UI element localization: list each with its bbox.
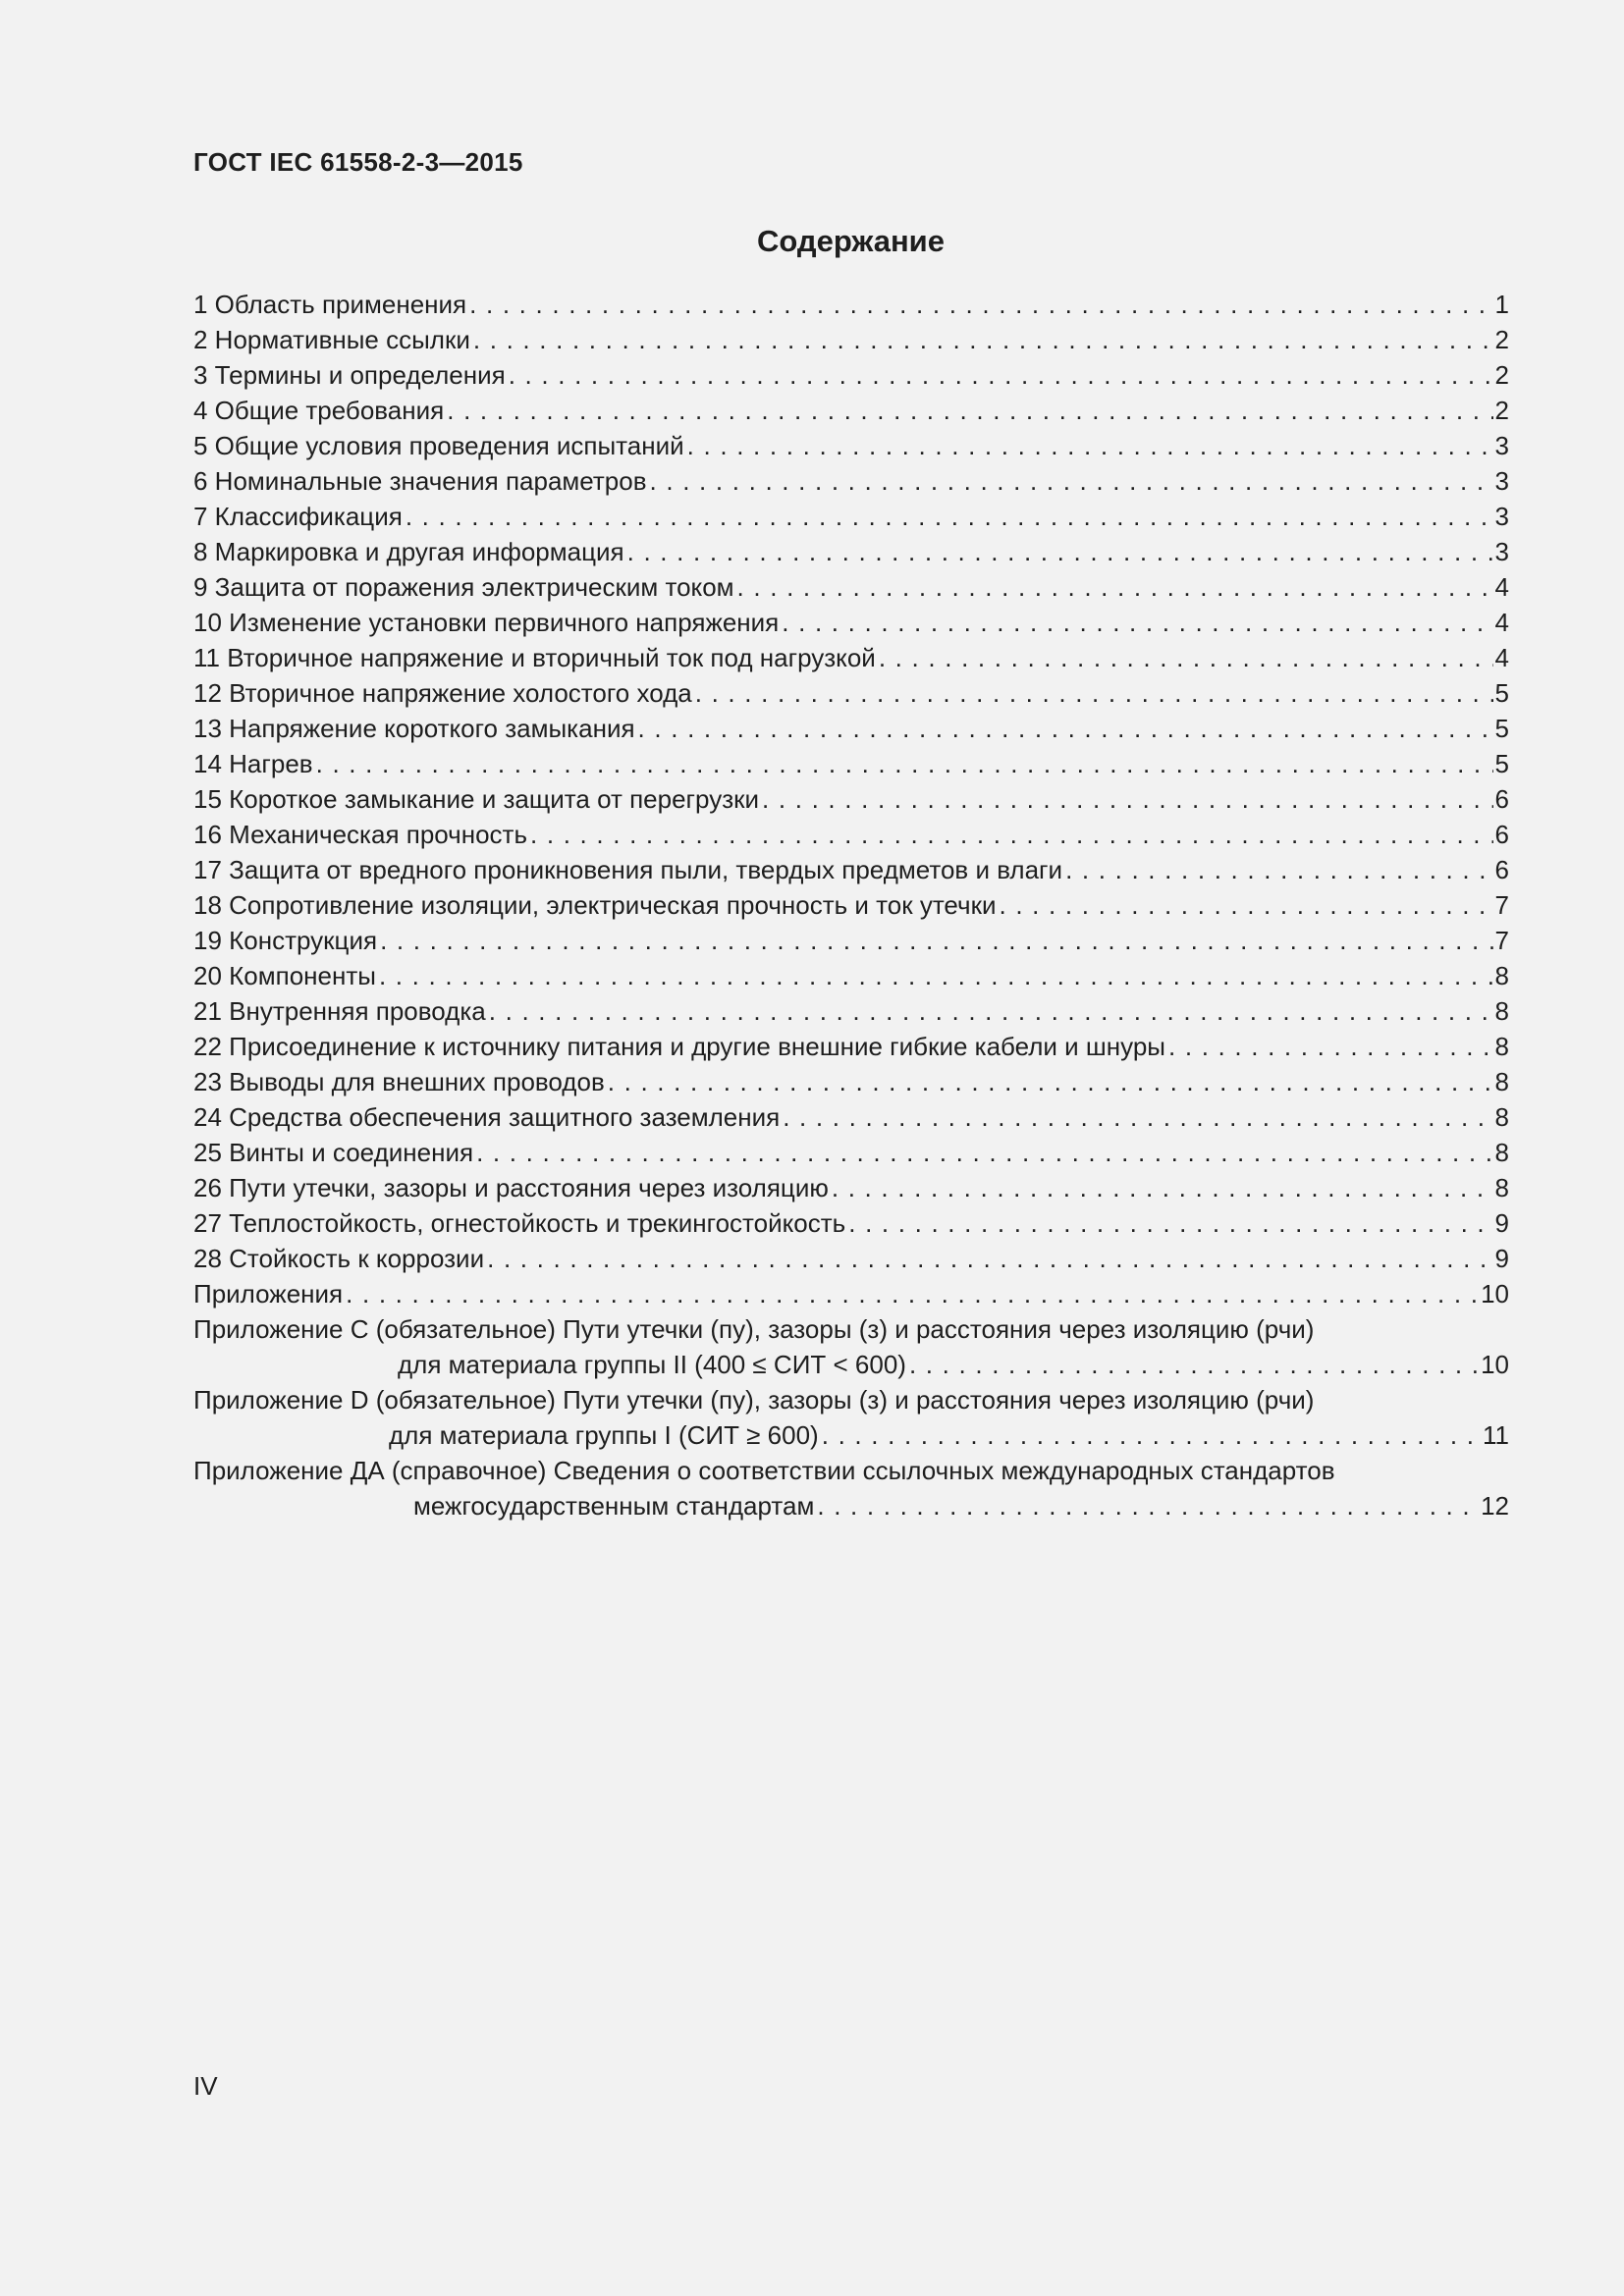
toc-row[interactable] — [193, 1276, 1509, 1311]
toc-row[interactable] — [193, 746, 1509, 781]
toc-page-number: 3 — [1494, 502, 1509, 531]
dot-leader — [379, 958, 1493, 993]
toc-page-number: 6 — [1494, 855, 1509, 884]
dot-leader — [999, 887, 1492, 923]
dot-leader — [406, 499, 1493, 534]
toc-row[interactable] — [193, 499, 1509, 534]
toc-entry-text: 19 Конструкция — [193, 926, 378, 955]
toc-row[interactable] — [193, 322, 1509, 357]
toc-entry-text: 21 Внутренняя проводка — [193, 996, 486, 1026]
dot-leader — [817, 1488, 1479, 1523]
annex-da-title[interactable]: Приложение ДА (справочное) Сведения о соответствии ссылочных международных стандартов — [193, 1456, 1335, 1485]
dot-leader — [822, 1417, 1481, 1453]
toc-entry-text: 1 Область применения — [193, 290, 467, 319]
toc-row[interactable] — [193, 1488, 1509, 1523]
toc-page-number: 5 — [1494, 678, 1509, 708]
toc-row[interactable] — [193, 287, 1509, 322]
toc-row[interactable] — [193, 1099, 1509, 1135]
toc-entry-text: 14 Нагрев — [193, 749, 313, 778]
toc-row[interactable] — [193, 675, 1509, 711]
dot-leader — [316, 746, 1493, 781]
toc-entry-text: 6 Номинальные значения параметров — [193, 466, 647, 496]
dot-leader — [608, 1064, 1493, 1099]
dot-leader — [627, 534, 1493, 569]
toc-row[interactable] — [193, 357, 1509, 393]
toc-entry-text: 8 Маркировка и другая информация — [193, 537, 624, 566]
toc-row[interactable] — [193, 923, 1509, 958]
toc-page-number: 1 — [1494, 290, 1509, 319]
toc-page-number: 9 — [1494, 1244, 1509, 1273]
toc-row[interactable] — [193, 887, 1509, 923]
toc-page-number: 8 — [1494, 996, 1509, 1026]
toc-row[interactable] — [193, 393, 1509, 428]
toc-page-number: 8 — [1494, 1138, 1509, 1167]
dot-leader — [879, 640, 1493, 675]
toc-entry-text: 27 Теплостойкость, огнестойкость и трекингостойкость — [193, 1208, 846, 1238]
toc-row[interactable] — [193, 958, 1509, 993]
dot-leader — [473, 322, 1493, 357]
toc-page-number: 3 — [1494, 431, 1509, 460]
dot-leader — [447, 393, 1492, 428]
toc-entry-text: 20 Компоненты — [193, 961, 376, 990]
dot-leader — [487, 1241, 1492, 1276]
toc-entry-text: 10 Изменение установки первичного напряжения — [193, 608, 780, 637]
toc-row[interactable] — [193, 852, 1509, 887]
toc-page-number: 2 — [1494, 325, 1509, 354]
toc-entry-text: 24 Средства обеспечения защитного заземления — [193, 1102, 781, 1132]
dot-leader — [469, 287, 1492, 322]
dot-leader — [909, 1347, 1479, 1382]
toc-entry-text: 3 Термины и определения — [193, 360, 506, 390]
toc-entry-text: 12 Вторичное напряжение холостого хода — [193, 678, 692, 708]
page-title: Содержание — [757, 224, 945, 258]
toc-row[interactable] — [193, 1417, 1509, 1453]
toc-entry-text: 23 Выводы для внешних проводов — [193, 1067, 605, 1096]
toc-entry-text: 7 Классификация — [193, 502, 403, 531]
toc-page-number: 3 — [1494, 466, 1509, 496]
toc-row[interactable] — [193, 1205, 1509, 1241]
dot-leader — [782, 605, 1492, 640]
toc-page-number: 4 — [1494, 608, 1509, 637]
dot-leader — [380, 923, 1492, 958]
footer-page-number: IV — [193, 2071, 218, 2101]
dot-leader — [476, 1135, 1492, 1170]
toc-entry-text: 16 Механическая прочность — [193, 820, 527, 849]
toc-row[interactable] — [193, 1029, 1509, 1064]
toc-page-number: 7 — [1494, 926, 1509, 955]
table-of-contents — [193, 287, 1509, 1523]
toc-entry-text: 15 Короткое замыкание и защита от перегрузки — [193, 784, 760, 814]
toc-row[interactable] — [193, 711, 1509, 746]
dot-leader — [509, 357, 1493, 393]
toc-entry-text: для материала группы I (СИТ ≥ 600) — [389, 1420, 819, 1450]
toc-entry-text: 4 Общие требования — [193, 396, 445, 425]
toc-row[interactable] — [193, 1064, 1509, 1099]
toc-row[interactable] — [193, 569, 1509, 605]
toc-page-number: 12 — [1481, 1491, 1509, 1521]
toc-entry-text: 11 Вторичное напряжение и вторичный ток под нагрузкой — [193, 643, 876, 672]
toc-row[interactable] — [193, 1241, 1509, 1276]
toc-page-number: 6 — [1494, 820, 1509, 849]
toc-entry-text: Приложения — [193, 1279, 344, 1308]
toc-entry-text: 13 Напряжение короткого замыкания — [193, 714, 635, 743]
toc-page-number: 6 — [1494, 784, 1509, 814]
toc-page-number: 5 — [1494, 714, 1509, 743]
toc-entry-text: межгосударственным стандартам — [413, 1491, 815, 1521]
toc-page-number: 10 — [1481, 1350, 1509, 1379]
toc-page-number: 8 — [1494, 1032, 1509, 1061]
dot-leader — [638, 711, 1493, 746]
toc-entry-text: 5 Общие условия проведения испытаний — [193, 431, 684, 460]
toc-page-number: 11 — [1483, 1420, 1509, 1450]
dot-leader — [832, 1170, 1493, 1205]
toc-entry-text: 9 Защита от поражения электрическим током — [193, 572, 734, 602]
dot-leader — [783, 1099, 1492, 1135]
toc-page-number: 8 — [1494, 1102, 1509, 1132]
dot-leader — [1065, 852, 1492, 887]
toc-page-number: 2 — [1494, 360, 1509, 390]
toc-page-number: 4 — [1494, 572, 1509, 602]
toc-page-number: 10 — [1481, 1279, 1509, 1308]
toc-page-number: 7 — [1494, 890, 1509, 920]
dot-leader — [530, 817, 1493, 852]
toc-row[interactable] — [193, 781, 1509, 817]
dot-leader — [650, 463, 1493, 499]
toc-row[interactable] — [193, 1135, 1509, 1170]
dot-leader — [489, 993, 1493, 1029]
toc-entry-text: 17 Защита от вредного проникновения пыли, твердых предметов и влаги — [193, 855, 1063, 884]
dot-leader — [695, 675, 1493, 711]
toc-entry-text: 26 Пути утечки, зазоры и расстояния через изоляцию — [193, 1173, 829, 1202]
toc-page-number: 8 — [1494, 961, 1509, 990]
toc-row[interactable] — [193, 640, 1509, 675]
toc-entry-text: для материала группы II (400 ≤ СИТ < 600) — [398, 1350, 906, 1379]
toc-row[interactable] — [193, 993, 1509, 1029]
dot-leader — [737, 569, 1493, 605]
toc-page-number: 9 — [1494, 1208, 1509, 1238]
toc-page-number: 2 — [1494, 396, 1509, 425]
toc-row[interactable] — [193, 605, 1509, 640]
toc-page-number: 3 — [1494, 537, 1509, 566]
dot-leader — [687, 428, 1493, 463]
toc-entry-text: 28 Стойкость к коррозии — [193, 1244, 485, 1273]
dot-leader — [848, 1205, 1492, 1241]
toc-row[interactable] — [193, 1347, 1509, 1382]
annex-c-title[interactable]: Приложение С (обязательное) Пути утечки (пу), зазоры (з) и расстояния через изоляцию (рчи) — [193, 1314, 1315, 1344]
toc-page-number: 5 — [1494, 749, 1509, 778]
dot-leader — [346, 1276, 1479, 1311]
toc-page-number: 8 — [1494, 1067, 1509, 1096]
toc-page-number: 8 — [1494, 1173, 1509, 1202]
toc-row[interactable] — [193, 1170, 1509, 1205]
toc-entry-text: 2 Нормативные ссылки — [193, 325, 470, 354]
document-header: ГОСТ IEC 61558-2-3—2015 — [193, 147, 523, 177]
annex-d-title[interactable]: Приложение D (обязательное) Пути утечки (пу), зазоры (з) и расстояния через изоляцию (рчи) — [193, 1385, 1315, 1415]
toc-row[interactable] — [193, 428, 1509, 463]
toc-row[interactable] — [193, 817, 1509, 852]
dot-leader — [1168, 1029, 1493, 1064]
toc-entry-text: 18 Сопротивление изоляции, электрическая прочность и ток утечки — [193, 890, 997, 920]
toc-entry-text: 22 Присоединение к источнику питания и другие внешние гибкие кабели и шнуры — [193, 1032, 1165, 1061]
toc-row[interactable] — [193, 463, 1509, 499]
toc-page-number: 4 — [1494, 643, 1509, 672]
dot-leader — [762, 781, 1493, 817]
toc-row[interactable] — [193, 534, 1509, 569]
toc-entry-text: 25 Винты и соединения — [193, 1138, 474, 1167]
